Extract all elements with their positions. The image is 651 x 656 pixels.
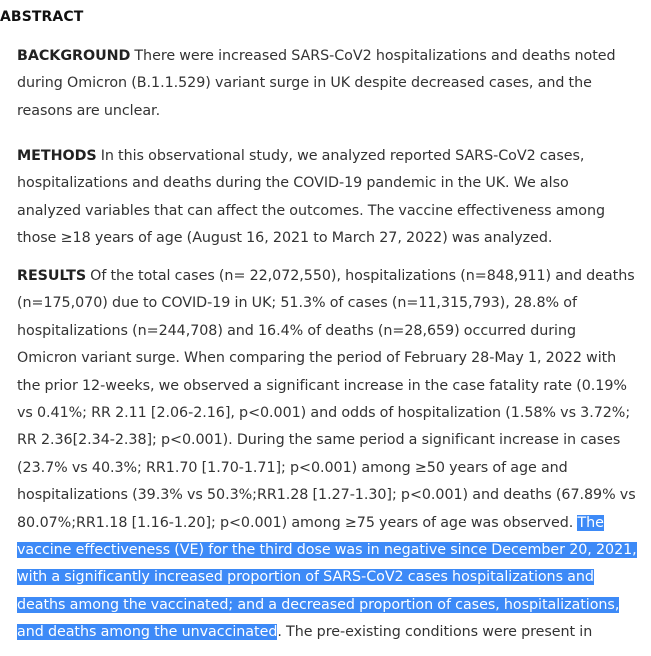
text-line: (23.7% vs 40.3%; RR1.70 [1.70-1.71]; p<0.001) among ≥50 years of age and xyxy=(17,459,568,476)
abstract-heading: ABSTRACT xyxy=(0,9,84,25)
text-line: vs 0.41%; RR 2.11 [2.06-2.16], p<0.001) and odds of hospitalization (1.58% vs 3.72%; xyxy=(17,405,631,422)
selected-text[interactable]: with a significantly increased proportion of SARS-CoV2 cases hospitalizations and xyxy=(17,569,594,586)
selected-text[interactable]: The xyxy=(577,514,604,531)
text-line: hospitalizations (n=244,708) and 16.4% of deaths (n=28,659) occurred during xyxy=(17,322,577,339)
background-paragraph[interactable] xyxy=(17,43,649,125)
text-line: METHODS In this observational study, we analyzed reported SARS-CoV2 cases, xyxy=(17,148,585,164)
text-line: those ≥18 years of age (August 16, 2021 to March 27, 2022) was analyzed. xyxy=(17,230,553,247)
results-label: RESULTS xyxy=(17,268,87,284)
text-line: during Omicron (B.1.1.529) variant surge in UK despite decreased cases, and the xyxy=(17,75,592,92)
text-line: BACKGROUND There were increased SARS-CoV2 hospitalizations and deaths noted xyxy=(17,48,616,64)
text-line: hospitalizations (39.3% vs 50.3%;RR1.28 [1.27-1.30]; p<0.001) and deaths (67.89% vs xyxy=(17,487,636,504)
background-label: BACKGROUND xyxy=(17,48,131,64)
text-line: and deaths among the unvaccinated. The pre-existing conditions were present in xyxy=(17,624,593,641)
selected-text[interactable]: deaths among the vaccinated; and a decreased proportion of cases, hospitalizations, xyxy=(17,596,620,613)
text-line: the prior 12-weeks, we observed a significant increase in the case fatality rate (0.19% xyxy=(17,377,627,394)
results-paragraph[interactable] xyxy=(17,263,649,647)
text-line xyxy=(17,564,649,591)
text-line: hospitalizations and deaths during the COVID-19 pandemic in the UK. We also xyxy=(17,175,569,192)
text-line: RESULTS Of the total cases (n= 22,072,550), hospitalizations (n=848,911) and deaths xyxy=(17,268,635,284)
text-line: (n=175,070) due to COVID-19 in UK; 51.3% of cases (n=11,315,793), 28.8% of xyxy=(17,295,577,312)
text-line: reasons are unclear. xyxy=(17,102,161,119)
selected-text[interactable]: vaccine effectiveness (VE) for the third dose was in negative since December 20, 2021, xyxy=(17,542,637,559)
text-line: Omicron variant surge. When comparing the period of February 28-May 1, 2022 with xyxy=(17,350,617,367)
methods-paragraph[interactable] xyxy=(17,143,649,253)
selected-text[interactable]: and deaths among the unvaccinated xyxy=(17,624,278,641)
text-line xyxy=(17,592,649,619)
text-line: analyzed variables that can affect the outcomes. The vaccine effectiveness among xyxy=(17,202,606,219)
text-line xyxy=(17,537,649,564)
text-line: 80.07%;RR1.18 [1.16-1.20]; p<0.001) among ≥75 years of age was observed. The xyxy=(17,514,604,531)
methods-label: METHODS xyxy=(17,148,97,164)
text-line: RR 2.36[2.34-2.38]; p<0.001). During the same period a significant increase in cases xyxy=(17,432,621,449)
